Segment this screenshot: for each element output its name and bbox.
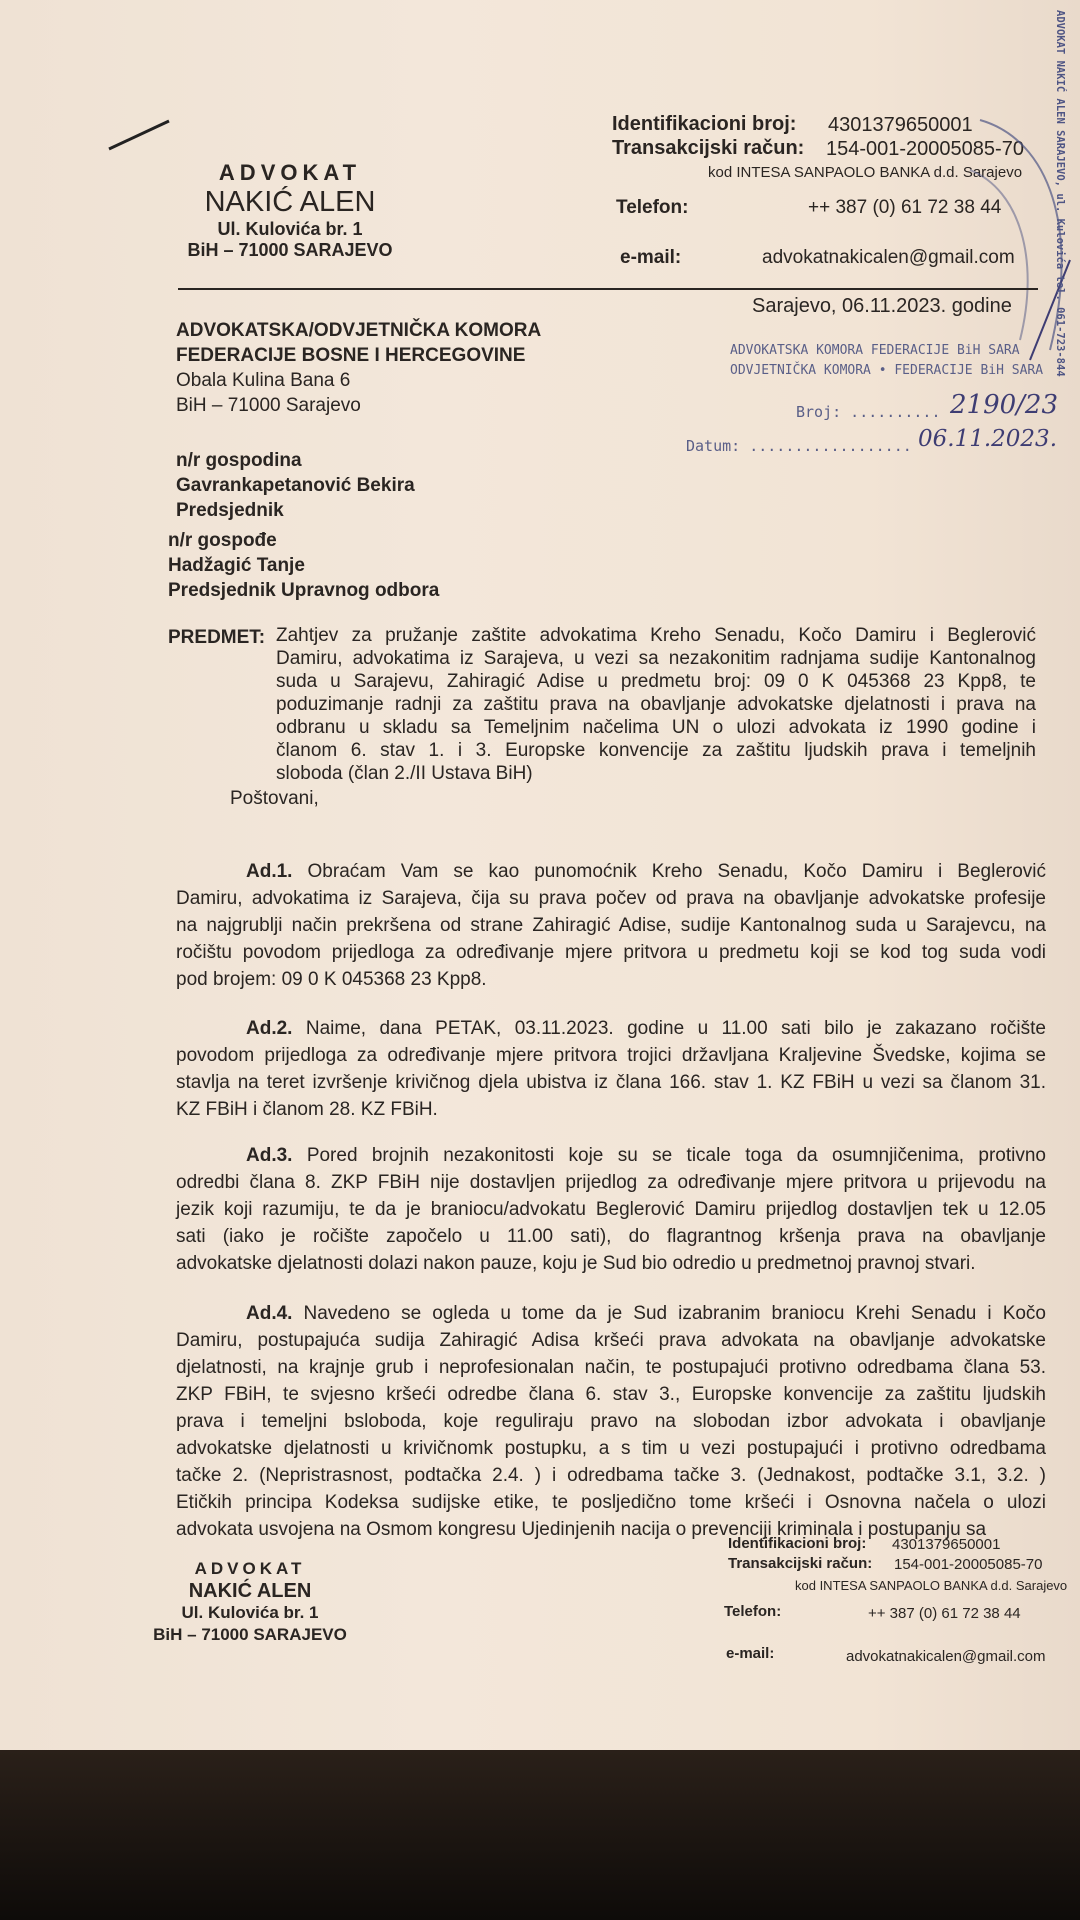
text-line-content: KZ FBiH i članom 28. KZ FBiH. bbox=[176, 1099, 438, 1120]
text-line-content: suda u Sarajevu, Zahiragić Adise u predmetu broj: 09 0 K 045368 23 Kpp8, te bbox=[276, 671, 1036, 692]
phone-value: ++ 387 (0) 61 72 38 44 bbox=[808, 197, 1002, 218]
text-line bbox=[176, 1300, 1046, 1327]
text-line-content: Pored brojnih nezakonitosti koje su se ticale toga da osumnjičenima, protivno bbox=[306, 1145, 1046, 1166]
header-divider bbox=[178, 288, 1038, 290]
recipient-org-line2: FEDERACIJE BOSNE I HERCEGOVINE bbox=[176, 345, 526, 366]
letterhead-name: NAKIĆ ALEN bbox=[204, 186, 376, 218]
background-shadow bbox=[0, 1750, 1080, 1920]
receipt-date-label: Datum: .................. bbox=[686, 437, 912, 455]
text-line bbox=[176, 966, 1046, 993]
text-line-content: sloboda (član 2./II Ustava BiH) bbox=[276, 763, 533, 784]
text-line-content: Etičkih principa Kodeksa sudijske etike, te posljedično tome kršeći i Osnovna načela o ulozi bbox=[176, 1492, 1046, 1513]
pen-mark-icon bbox=[105, 115, 175, 155]
text-line bbox=[176, 1381, 1046, 1408]
text-line-content: Damiru, advokatima iz Sarajeva, čija su prava počev od prava na obavljanje advokatske profesije bbox=[176, 888, 1046, 909]
recipient-attn-2 bbox=[168, 528, 439, 603]
receipt-number-label: Broj: .......... bbox=[796, 403, 941, 421]
text-line bbox=[176, 912, 1046, 939]
letterhead-left bbox=[140, 160, 440, 261]
text-line bbox=[276, 762, 1036, 785]
text-line-content: sati (iako je ročište započelo u 11.00 sati), do flagrantnog kršenja prava na obavljanje bbox=[176, 1226, 1046, 1247]
letterhead-title: ADVOKAT bbox=[218, 160, 362, 185]
footer-name: NAKIĆ ALEN bbox=[188, 1580, 312, 1602]
email-value: advokatnakicalen@gmail.com bbox=[762, 247, 1015, 268]
footer-id-value: 4301379650001 bbox=[892, 1536, 1001, 1553]
text-line-content: prava i temeljni bsloboda, koje reguliraju pravo na slobodan izbor advokata i obavljanje bbox=[176, 1411, 1046, 1432]
text-line bbox=[176, 1142, 1046, 1169]
text-line bbox=[276, 624, 1036, 647]
text-line bbox=[176, 1408, 1046, 1435]
receipt-stamp-line2: ODVJETNIČKA KOMORA • FEDERACIJE BiH SARA bbox=[730, 363, 1044, 378]
text-line bbox=[176, 1435, 1046, 1462]
footer-account-label: Transakcijski račun: bbox=[728, 1555, 873, 1572]
text-line-content: pod brojem: 09 0 K 045368 23 Kpp8. bbox=[176, 969, 487, 990]
recipient-street: Obala Kulina Bana 6 bbox=[176, 370, 351, 391]
text-line-content: Damiru, advokatima iz Sarajeva, u vezi sa nezakonitim radnjama sudije Kantonalnog bbox=[276, 648, 1036, 669]
text-line bbox=[176, 885, 1046, 912]
paragraph-label: Ad.1. bbox=[246, 861, 293, 882]
text-line-content: članom 6. stav 1. i 3. Europske konvencije za zaštitu ljudskih prava i temeljnih bbox=[276, 740, 1036, 761]
footer-title: ADVOKAT bbox=[194, 1559, 306, 1578]
text-line bbox=[276, 670, 1036, 693]
text-line bbox=[176, 1069, 1046, 1096]
seal-text: ADVOKAT NAKIĆ ALEN SARAJEVO, ul. Kulovića tel. 061-723-844 bbox=[1054, 10, 1066, 377]
text-line bbox=[276, 739, 1036, 762]
footer-phone-value: ++ 387 (0) 61 72 38 44 bbox=[868, 1605, 1021, 1622]
salutation: Poštovani, bbox=[230, 788, 319, 809]
text-line-content: jezik koji razumiju, te da je braniocu/advokatu Beglerović Damiru prijedlog dostavljen tek u 12.05 bbox=[176, 1199, 1046, 1220]
account-label: Transakcijski račun: bbox=[612, 137, 805, 159]
attn-name: Gavrankapetanović Bekira bbox=[176, 475, 415, 496]
text-line-content: odbranu u skladu sa Temeljnim načelima UN o ulozi advokata iz 1990 godine i bbox=[276, 717, 1036, 738]
text-line bbox=[176, 1042, 1046, 1069]
text-line-content: tačke 2. (Nepristrasnost, podtačka 2.4. ) i odredbama tačke 3. (Jednakost, podtačke 3.1, 3.2. ) bbox=[176, 1465, 1046, 1486]
text-line bbox=[176, 1327, 1046, 1354]
attn-label: n/r gospodina bbox=[176, 450, 302, 471]
attn-role: Predsjednik Upravnog odbora bbox=[168, 580, 440, 601]
text-line-content: na najgrublji način prekršena od strane Zahiragić Adise, sudije Kantonalnog suda u Sarajevcu, na bbox=[176, 915, 1046, 936]
text-line bbox=[276, 716, 1036, 739]
recipient-org-line1: ADVOKATSKA/ODVJETNIČKA KOMORA bbox=[176, 320, 542, 341]
paragraph-ad3 bbox=[176, 1142, 1046, 1277]
text-line bbox=[176, 1462, 1046, 1489]
letterhead-city: BiH – 71000 SARAJEVO bbox=[187, 240, 393, 260]
text-line-content: poduzimanje radnji za zaštitu prava na obavljanje advokatske djelatnosti i prava na bbox=[276, 694, 1036, 715]
text-line bbox=[176, 1196, 1046, 1223]
text-line bbox=[176, 1250, 1046, 1277]
bank-name: kod INTESA SANPAOLO BANKA d.d. Sarajevo bbox=[708, 164, 1023, 181]
footer-city: BiH – 71000 SARAJEVO bbox=[153, 1625, 347, 1644]
paragraph-ad4 bbox=[176, 1300, 1046, 1543]
footer-email-value: advokatnakicalen@gmail.com bbox=[846, 1648, 1046, 1665]
text-line-content: Zahtjev za pružanje zaštite advokatima Kreho Senadu, Kočo Damiru i Beglerović bbox=[276, 625, 1036, 646]
text-line bbox=[176, 858, 1046, 885]
text-line-content: advokatske djelatnosti dolazi nakon pauze, koju je Sud bio odredio u predmetnoj pravnoj stvari. bbox=[176, 1253, 976, 1274]
paragraph-label: Ad.4. bbox=[246, 1303, 293, 1324]
text-line-content: djelatnosti, na krajnje grub i neprofesionalan način, te postupajući protivno odredbama člana 53. bbox=[176, 1357, 1046, 1378]
recipient-address bbox=[176, 318, 541, 418]
text-line-content: advokata usvojena na Osmom kongresu Ujedinjenih nacija o prevenciji kriminala i postupanju sa bbox=[176, 1519, 987, 1540]
text-line bbox=[176, 1015, 1046, 1042]
text-line-content: advokatske djelatnosti u krivičnomk postupku, a s tim u vezi postupajući i protivno odredbama bbox=[176, 1438, 1046, 1459]
receipt-number-handwritten: 2190/23 bbox=[950, 390, 1059, 420]
footer-id-label: Identifikacioni broj: bbox=[728, 1535, 867, 1552]
paragraph-ad1 bbox=[176, 858, 1046, 993]
receipt-date-handwritten: 06.11.2023. bbox=[918, 426, 1057, 452]
paragraph-label: Ad.3. bbox=[246, 1145, 293, 1166]
letterhead-street: Ul. Kulovića br. 1 bbox=[217, 219, 363, 239]
recipient-city: BiH – 71000 Sarajevo bbox=[176, 395, 361, 416]
footer-account-value: 154-001-20005085-70 bbox=[894, 1556, 1043, 1573]
footer-email-label: e-mail: bbox=[726, 1645, 775, 1662]
paragraph-ad2 bbox=[176, 1015, 1046, 1123]
text-line-content: stavlja na teret izvršenje krivičnog djela ubistva iz člana 166. stav 1. KZ FBiH u vezi sa članom 31. bbox=[176, 1072, 1046, 1093]
attn-name: Hadžagić Tanje bbox=[168, 555, 305, 576]
email-label: e-mail: bbox=[620, 247, 682, 268]
id-label: Identifikacioni broj: bbox=[612, 113, 797, 135]
paragraph-label: Ad.2. bbox=[246, 1018, 293, 1039]
text-line bbox=[176, 1096, 1046, 1123]
subject-label: PREDMET: bbox=[168, 627, 266, 648]
footer-phone-label: Telefon: bbox=[724, 1603, 782, 1620]
subject-text bbox=[276, 624, 1036, 785]
letter-date: Sarajevo, 06.11.2023. godine bbox=[752, 295, 1012, 317]
attn-role: Predsjednik bbox=[176, 500, 284, 521]
text-line-content: ročištu povodom prijedloga za određivanje mjere pritvora u predmetu koji se kod tog suda vodi bbox=[176, 942, 1046, 963]
text-line bbox=[176, 939, 1046, 966]
text-line bbox=[176, 1169, 1046, 1196]
footer-left bbox=[140, 1558, 360, 1646]
text-line-content: odredbi člana 8. ZKP FBiH nije dostavljen prijedlog za određivanje mjere pritvora u prijevodu na bbox=[176, 1172, 1046, 1193]
text-line-content: Obraćam Vam se kao punomoćnik Kreho Senadu, Kočo Damiru i Beglerović bbox=[307, 861, 1046, 882]
text-line bbox=[276, 693, 1036, 716]
text-line bbox=[176, 1223, 1046, 1250]
text-line-content: ZKP FBiH, te svjesno kršeći odredbe člana 6. stav 3., Europske konvencije za zaštitu ljudskih bbox=[176, 1384, 1046, 1405]
text-line bbox=[176, 1354, 1046, 1381]
text-line-content: Navedeno se ogleda u tome da je Sud izabranim braniocu Krehi Senadu i Kočo bbox=[303, 1303, 1046, 1324]
text-line bbox=[276, 647, 1036, 670]
footer-street: Ul. Kulovića br. 1 bbox=[181, 1603, 319, 1622]
phone-label: Telefon: bbox=[616, 197, 689, 218]
text-line-content: Naime, dana PETAK, 03.11.2023. godine u 11.00 sati bilo je zakazano ročište bbox=[305, 1018, 1046, 1039]
recipient-attn-1 bbox=[176, 448, 415, 523]
account-value: 154-001-20005085-70 bbox=[826, 138, 1024, 160]
id-value: 4301379650001 bbox=[828, 114, 973, 136]
text-line bbox=[176, 1489, 1046, 1516]
receipt-stamp-line1: ADVOKATSKA KOMORA FEDERACIJE BiH SARA bbox=[730, 343, 1020, 358]
footer-bank: kod INTESA SANPAOLO BANKA d.d. Sarajevo bbox=[795, 1578, 1068, 1593]
text-line-content: povodom prijedloga za određivanje mjere pritvora trojici državljana Kraljevine Švedske, kojima se bbox=[176, 1045, 1046, 1066]
attn-label: n/r gospođe bbox=[168, 530, 277, 551]
text-line-content: Damiru, postupajuća sudija Zahiragić Adisa kršeći prava advokata na obavljanje advokatske bbox=[176, 1330, 1046, 1351]
